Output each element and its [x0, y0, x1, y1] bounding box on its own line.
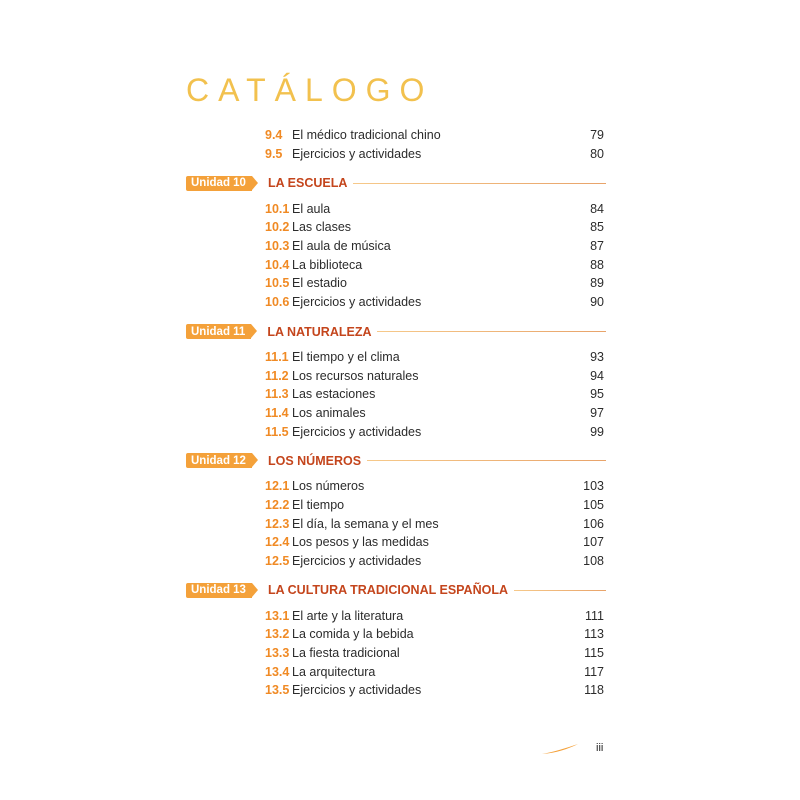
- page-number: iii: [596, 742, 604, 754]
- entry-page: 113: [584, 627, 604, 642]
- unit-name: LA CULTURA TRADICIONAL ESPAÑOLA: [267, 583, 509, 598]
- entry-title: El médico tradicional chino: [292, 128, 441, 143]
- toc-entry[interactable]: [186, 199, 606, 218]
- toc-entry[interactable]: [186, 404, 606, 423]
- entry-number: 11.2: [265, 368, 289, 383]
- toc-entry[interactable]: [186, 477, 606, 496]
- unit-header[interactable]: [186, 322, 606, 342]
- lead-items: [186, 126, 606, 163]
- entry-page: 94: [590, 368, 604, 383]
- entry-title: La comida y la bebida: [292, 627, 414, 642]
- entry-title: Ejercicios y actividades: [292, 554, 422, 569]
- toc-entry[interactable]: [186, 293, 606, 312]
- entry-page: 88: [590, 257, 604, 272]
- entry-page: 105: [583, 497, 604, 512]
- entry-page: 117: [584, 664, 604, 679]
- toc-entry[interactable]: [186, 385, 606, 404]
- entry-title: Los animales: [292, 405, 366, 420]
- entry-title: Ejercicios y actividades: [292, 424, 422, 439]
- entry-number: 11.4: [265, 405, 289, 420]
- entry-title: El día, la semana y el mes: [292, 516, 439, 531]
- entry-number: 13.2: [265, 627, 290, 642]
- unit-divider: [367, 460, 606, 461]
- unit-badge: Unidad 12: [186, 453, 252, 468]
- entry-page: 97: [590, 405, 604, 420]
- entry-page: 118: [584, 683, 604, 698]
- entry-number: 13.4: [265, 664, 290, 679]
- unit-header[interactable]: [186, 451, 606, 471]
- toc-entry[interactable]: [186, 366, 606, 385]
- unit-divider: [377, 331, 606, 332]
- toc-entry[interactable]: [186, 606, 606, 625]
- toc-entry[interactable]: [186, 422, 606, 441]
- toc-entry[interactable]: [186, 514, 606, 533]
- entry-page: 103: [583, 479, 604, 494]
- swoosh-icon: [540, 742, 580, 756]
- entry-title: La biblioteca: [292, 257, 363, 272]
- unit-divider: [353, 183, 606, 184]
- entry-title: Las estaciones: [292, 387, 376, 402]
- toc-entry[interactable]: [186, 255, 606, 274]
- toc-entry[interactable]: [186, 662, 606, 681]
- entry-number: 12.1: [265, 479, 290, 494]
- entry-page: 90: [590, 295, 604, 310]
- entry-title: El tiempo: [292, 497, 345, 512]
- toc-entry[interactable]: [186, 145, 606, 164]
- toc-entry[interactable]: [186, 496, 606, 515]
- entry-number: 12.2: [265, 497, 290, 512]
- entry-page: 115: [584, 646, 604, 661]
- entry-title: El aula de música: [292, 239, 391, 254]
- entry-number: 13.5: [265, 683, 290, 698]
- unit-badge: Unidad 10: [186, 176, 252, 191]
- unit-divider: [514, 590, 606, 591]
- entry-title: Ejercicios y actividades: [292, 147, 422, 162]
- entry-number: 10.3: [265, 239, 290, 254]
- entry-page: 89: [590, 276, 604, 291]
- toc-entry[interactable]: [186, 644, 606, 663]
- unit-header[interactable]: [186, 173, 606, 193]
- entry-title: Ejercicios y actividades: [292, 295, 422, 310]
- entry-page: 108: [583, 554, 604, 569]
- toc-entry[interactable]: [186, 552, 606, 571]
- units-list: [186, 173, 606, 699]
- entry-number: 10.5: [265, 276, 290, 291]
- entry-page: 93: [590, 349, 604, 364]
- entry-title: Los números: [292, 479, 365, 494]
- entry-title: El estadio: [292, 276, 347, 291]
- toc-entry[interactable]: [186, 533, 606, 552]
- entry-number: 10.4: [265, 257, 290, 272]
- entry-title: La fiesta tradicional: [292, 646, 400, 661]
- entry-page: 85: [590, 220, 604, 235]
- entry-title: La arquitectura: [292, 664, 376, 679]
- entry-number: 10.2: [265, 220, 290, 235]
- entry-number: 9.5: [265, 147, 283, 162]
- entry-number: 11.5: [265, 424, 289, 439]
- unit-header[interactable]: [186, 580, 606, 600]
- entry-number: 12.3: [265, 516, 290, 531]
- page-title: CATÁLOGO: [186, 72, 434, 108]
- toc-entry[interactable]: [186, 274, 606, 293]
- unit-badge: Unidad 11: [186, 324, 251, 339]
- entry-page: 95: [590, 387, 604, 402]
- entry-title: Ejercicios y actividades: [292, 683, 422, 698]
- entry-page: 99: [590, 424, 604, 439]
- entry-page: 84: [590, 201, 604, 216]
- entry-page: 87: [590, 239, 604, 254]
- entry-title: Los pesos y las medidas: [292, 535, 429, 550]
- entry-title: El tiempo y el clima: [292, 349, 400, 364]
- entry-number: 9.4: [265, 128, 283, 143]
- toc-entry[interactable]: [186, 625, 606, 644]
- entry-number: 12.4: [265, 535, 290, 550]
- entry-page: 106: [583, 516, 604, 531]
- unit-name: LA NATURALEZA: [267, 324, 372, 339]
- toc-entry[interactable]: [186, 237, 606, 256]
- toc-entry[interactable]: [186, 126, 606, 145]
- entry-number: 12.5: [265, 554, 290, 569]
- entry-page: 107: [583, 535, 604, 550]
- entry-title: Los recursos naturales: [292, 368, 419, 383]
- toc-entry[interactable]: [186, 218, 606, 237]
- entry-page: 111: [584, 608, 604, 623]
- entry-number: 10.1: [265, 201, 290, 216]
- entry-number: 11.3: [265, 387, 289, 402]
- toc-entry[interactable]: [186, 681, 606, 700]
- entry-page: 80: [590, 147, 604, 162]
- entry-number: 13.3: [265, 646, 290, 661]
- unit-badge: Unidad 13: [186, 583, 252, 598]
- entry-number: 10.6: [265, 295, 290, 310]
- entry-title: El arte y la literatura: [292, 608, 404, 623]
- entry-title: El aula: [292, 201, 331, 216]
- entry-page: 79: [590, 128, 604, 143]
- entry-number: 13.1: [265, 608, 290, 623]
- unit-name: LA ESCUELA: [267, 176, 348, 191]
- toc-entry[interactable]: [186, 348, 606, 367]
- table-of-contents: [186, 126, 606, 700]
- entry-number: 11.1: [265, 349, 289, 364]
- entry-title: Las clases: [292, 220, 352, 235]
- unit-name: LOS NÚMEROS: [267, 453, 362, 468]
